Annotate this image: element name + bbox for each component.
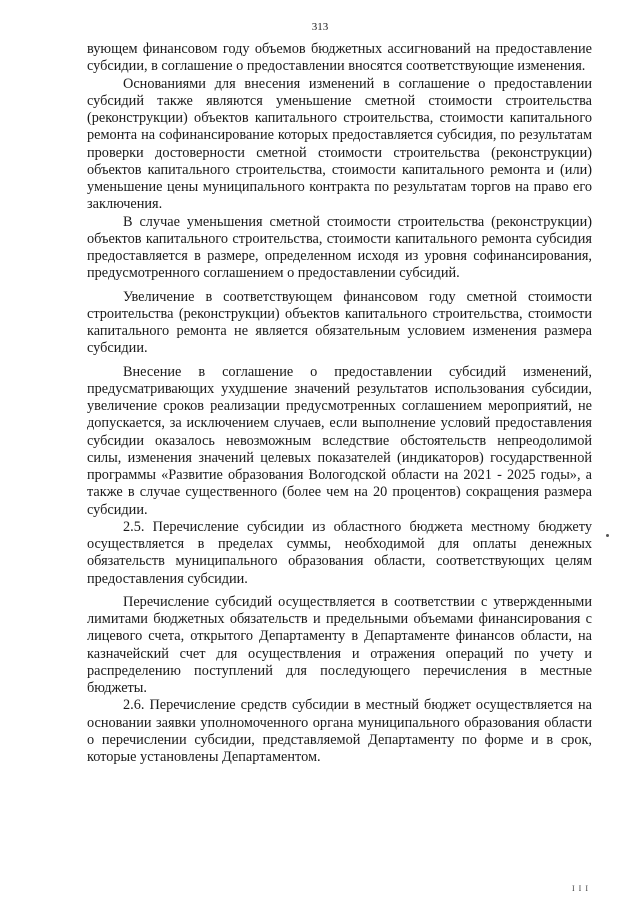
paragraph-2-5-transfer: 2.5. Перечисление субсидии из областного бюджета местному бюджету осуществляется в пределах суммы, необходимой для оплаты денежных обязательств муниципального образования области, соответствующих целям предоставления субсидии.: [87, 518, 592, 587]
document-body: [87, 41, 592, 766]
paragraph-transfer-procedure: Перечисление субсидий осуществляется в соответствии с утвержденными лимитами бюджетных обязательств и предельными объемами финансирования с лицевого счета, открытого Департаменту в Департаменте финансов области, на казначейский счет для осуществления и отражения операций по учету и распределению поступлений для последующего перечисления в местные бюджеты.: [87, 593, 592, 696]
paragraph-continuation: вующем финансовом году объемов бюджетных ассигнований на предоставление субсидии, в соглашение о предоставлении вносятся соответствующие изменения.: [87, 41, 592, 75]
page-number: 313: [311, 21, 329, 33]
paragraph-amendment-grounds: Основаниями для внесения изменений в соглашение о предоставлении субсидий также являются уменьшение сметной стоимости строительства (реконструкции) объектов капитального строительства, стоимости капитального ремонта на софинансирование которых предоставляется субсидия, по результатам проверки достоверности сметной стоимости строительства (реконструкции) объектов капитального строительства, стоимости капитального ремонта и (или) уменьшение цены муниципального контракта по результатам торгов на право его заключения.: [87, 75, 592, 213]
paragraph-2-6-request: 2.6. Перечисление средств субсидии в местный бюджет осуществляется на основании заявки уполномоченного органа муниципального образования области о перечислении субсидии, представляемой Департаменту по форме и в срок, которые установлены Департаментом.: [87, 697, 592, 765]
paragraph-cost-reduction: В случае уменьшения сметной стоимости строительства (реконструкции) объектов капитального строительства, стоимости капитального ремонта субсидия предоставляется в размере, определенном исходя из уровня софинансирования, предусмотренного соглашением о предоставлении субсидий.: [87, 213, 592, 282]
paragraph-cost-increase: Увеличение в соответствующем финансовом году сметной стоимости строительства (реконструкции) объектов капитального строительства, стоимости капитального ремонта не является обязательным условием изменения размера субсидии.: [87, 288, 592, 357]
margin-dot-mark: [606, 534, 609, 537]
paragraph-amendment-restrictions: Внесение в соглашение о предоставлении субсидий изменений, предусматривающих ухудшение значений результатов использования субсидии, увеличение сроков реализации предусмотренных соглашением мероприятий, не допускается, за исключением случаев, если выполнение условий предоставления субсидии оказалось невозможным вследствие обстоятельств непреодолимой силы, изменения значений целевых показателей (индикаторов) государственной программы «Развитие образования Вологодской области на 2021 - 2025 годы», а также в случае существенного (более чем на 20 процентов) сокращения размера субсидии.: [87, 363, 592, 518]
bottom-corner-mark: I I I: [572, 884, 589, 893]
